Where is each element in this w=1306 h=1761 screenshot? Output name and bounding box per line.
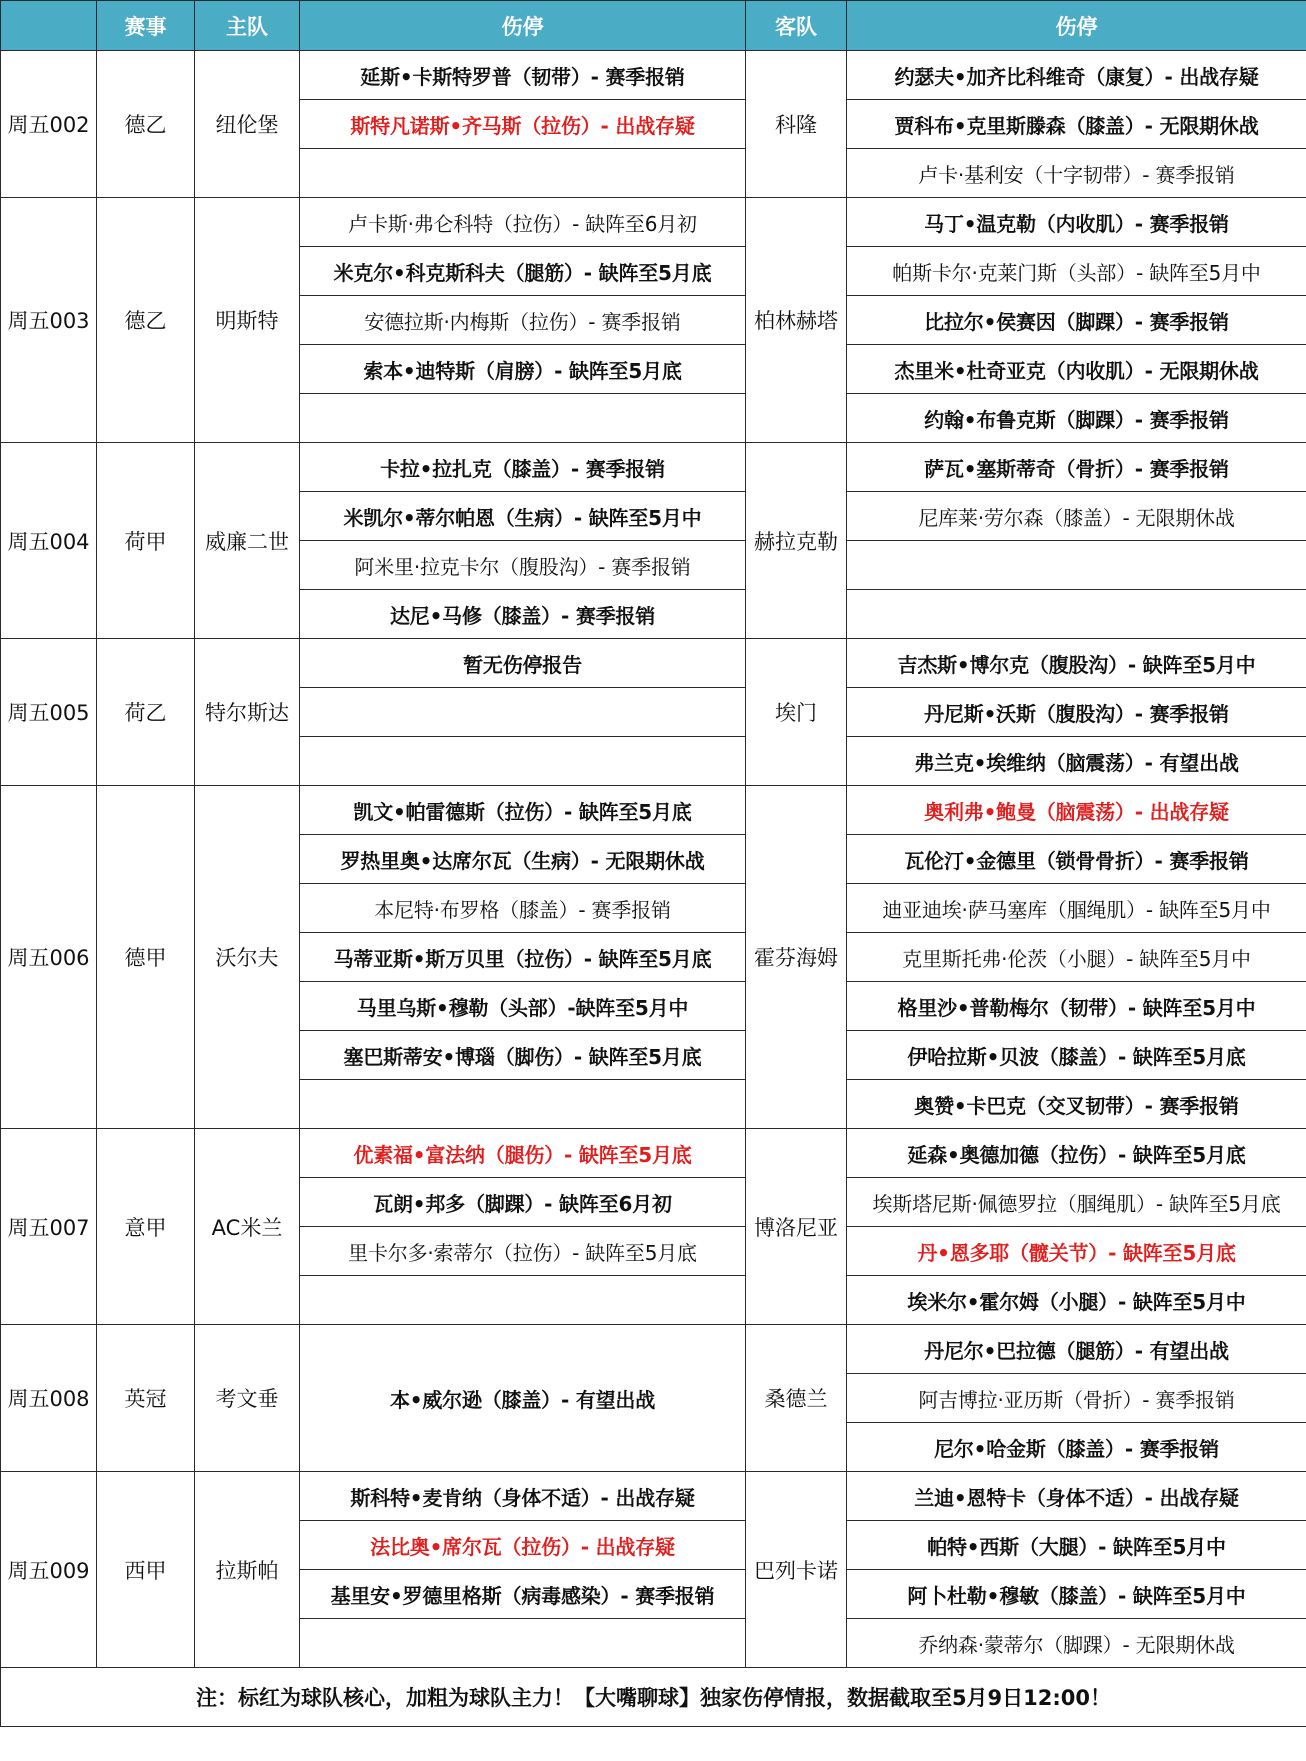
away-team-cell: 桑德兰 (746, 1325, 847, 1472)
home-injury-cell (300, 1080, 746, 1129)
home-injury-cell: 法比奥•席尔瓦（拉伤）- 出战存疑 (300, 1521, 746, 1570)
home-injury-cell: 阿米里·拉克卡尔（腹股沟）- 赛季报销 (300, 541, 746, 590)
away-injury-cell: 卢卡·基利安（十字韧带）- 赛季报销 (847, 149, 1306, 198)
away-injury-cell: 奥赞•卡巴克（交叉韧带）- 赛季报销 (847, 1080, 1306, 1129)
home-injury-cell: 暂无伤停报告 (300, 639, 746, 688)
away-injury-cell: 延森•奥德加德（拉伤）- 缺阵至5月底 (847, 1129, 1306, 1178)
home-injury-cell: 塞巴斯蒂安•博瑙（脚伤）- 缺阵至5月底 (300, 1031, 746, 1080)
away-team-cell: 科隆 (746, 51, 847, 198)
league-cell: 荷甲 (97, 443, 195, 639)
table-row (1, 1472, 1306, 1521)
table-row (1, 786, 1306, 835)
header-away-team: 客队 (746, 1, 847, 51)
away-injury-cell: 克里斯托弗·伦茨（小腿）- 缺阵至5月中 (847, 933, 1306, 982)
home-team-cell: 纽伦堡 (195, 51, 300, 198)
away-injury-cell: 伊哈拉斯•贝波（膝盖）- 缺阵至5月底 (847, 1031, 1306, 1080)
away-injury-cell: 阿卜杜勒•穆敏（膝盖）- 缺阵至5月中 (847, 1570, 1306, 1619)
league-cell: 西甲 (97, 1472, 195, 1668)
match-id-cell: 周五005 (1, 639, 97, 786)
home-injury-cell: 斯特凡诺斯•齐马斯（拉伤）- 出战存疑 (300, 100, 746, 149)
away-injury-cell (847, 541, 1306, 590)
home-injury-cell: 米克尔•科克斯科夫（腿筋）- 缺阵至5月底 (300, 247, 746, 296)
away-injury-cell: 尼尔•哈金斯（膝盖）- 赛季报销 (847, 1423, 1306, 1472)
away-team-cell: 埃门 (746, 639, 847, 786)
league-cell: 德乙 (97, 51, 195, 198)
league-cell: 英冠 (97, 1325, 195, 1472)
away-team-cell: 霍芬海姆 (746, 786, 847, 1129)
match-id-cell: 周五009 (1, 1472, 97, 1668)
away-team-cell: 博洛尼亚 (746, 1129, 847, 1325)
home-injury-cell: 安德拉斯·内梅斯（拉伤）- 赛季报销 (300, 296, 746, 345)
home-injury-cell: 马里乌斯•穆勒（头部）-缺阵至5月中 (300, 982, 746, 1031)
away-injury-cell: 比拉尔•侯赛因（脚踝）- 赛季报销 (847, 296, 1306, 345)
home-injury-cell: 斯科特•麦肯纳（身体不适）- 出战存疑 (300, 1472, 746, 1521)
league-cell: 德乙 (97, 198, 195, 443)
home-team-cell: 威廉二世 (195, 443, 300, 639)
home-injury-cell: 卡拉•拉扎克（膝盖）- 赛季报销 (300, 443, 746, 492)
away-injury-cell: 萨瓦•塞斯蒂奇（骨折）- 赛季报销 (847, 443, 1306, 492)
home-injury-cell: 瓦朗•邦多（脚踝）- 缺阵至6月初 (300, 1178, 746, 1227)
home-team-cell: 明斯特 (195, 198, 300, 443)
header-row (1, 1, 1306, 51)
away-injury-cell: 乔纳森·蒙蒂尔（脚踝）- 无限期休战 (847, 1619, 1306, 1668)
home-team-cell: 特尔斯达 (195, 639, 300, 786)
away-injury-cell: 吉杰斯•博尔克（腹股沟）- 缺阵至5月中 (847, 639, 1306, 688)
header-match-id (1, 1, 97, 51)
away-injury-cell: 帕斯卡尔·克莱门斯（头部）- 缺阵至5月中 (847, 247, 1306, 296)
footer-note: 注：标红为球队核心，加粗为球队主力！【大嘴聊球】独家伤停情报，数据截取至5月9日12:00！ (1, 1668, 1306, 1727)
home-injury-cell (300, 737, 746, 786)
away-injury-cell: 帕特•西斯（大腿）- 缺阵至5月中 (847, 1521, 1306, 1570)
away-injury-cell: 丹尼尔•巴拉德（腿筋）- 有望出战 (847, 1325, 1306, 1374)
away-team-cell: 柏林赫塔 (746, 198, 847, 443)
away-injury-cell: 丹尼斯•沃斯（腹股沟）- 赛季报销 (847, 688, 1306, 737)
match-id-cell: 周五007 (1, 1129, 97, 1325)
away-injury-cell: 瓦伦汀•金德里（锁骨骨折）- 赛季报销 (847, 835, 1306, 884)
home-injury-cell (300, 149, 746, 198)
home-injury-cell (300, 1619, 746, 1668)
table-row (1, 51, 1306, 100)
home-team-cell: 考文垂 (195, 1325, 300, 1472)
header-league: 赛事 (97, 1, 195, 51)
away-injury-cell: 杰里米•杜奇亚克（内收肌）- 无限期休战 (847, 345, 1306, 394)
league-cell: 荷乙 (97, 639, 195, 786)
away-injury-cell: 迪亚迪埃·萨马塞库（腘绳肌）- 缺阵至5月中 (847, 884, 1306, 933)
home-injury-cell: 本尼特·布罗格（膝盖）- 赛季报销 (300, 884, 746, 933)
match-id-cell: 周五002 (1, 51, 97, 198)
footer-row (1, 1668, 1306, 1727)
away-injury-cell: 贾科布•克里斯滕森（膝盖）- 无限期休战 (847, 100, 1306, 149)
home-injury-cell: 基里安•罗德里格斯（病毒感染）- 赛季报销 (300, 1570, 746, 1619)
league-cell: 德甲 (97, 786, 195, 1129)
home-injury-cell: 索本•迪特斯（肩膀）- 缺阵至5月底 (300, 345, 746, 394)
table-row (1, 1325, 1306, 1374)
away-injury-cell: 埃米尔•霍尔姆（小腿）- 缺阵至5月中 (847, 1276, 1306, 1325)
home-injury-cell (300, 1276, 746, 1325)
home-injury-cell: 凯文•帕雷德斯（拉伤）- 缺阵至5月底 (300, 786, 746, 835)
away-injury-cell: 奥利弗•鲍曼（脑震荡）- 出战存疑 (847, 786, 1306, 835)
away-injury-cell: 尼库莱·劳尔森（膝盖）- 无限期休战 (847, 492, 1306, 541)
away-injury-cell: 埃斯塔尼斯·佩德罗拉（腘绳肌）- 缺阵至5月底 (847, 1178, 1306, 1227)
away-injury-cell: 格里沙•普勒梅尔（韧带）- 缺阵至5月中 (847, 982, 1306, 1031)
match-id-cell: 周五004 (1, 443, 97, 639)
away-team-cell: 赫拉克勒 (746, 443, 847, 639)
table-body (1, 51, 1306, 1668)
away-injury-cell: 弗兰克•埃维纳（脑震荡）- 有望出战 (847, 737, 1306, 786)
table-row (1, 198, 1306, 247)
league-cell: 意甲 (97, 1129, 195, 1325)
table-row (1, 443, 1306, 492)
home-injury-cell: 米凯尔•蒂尔帕恩（生病）- 缺阵至5月中 (300, 492, 746, 541)
home-team-cell: AC米兰 (195, 1129, 300, 1325)
home-injury-cell (300, 688, 746, 737)
home-injury-cell: 达尼•马修（膝盖）- 赛季报销 (300, 590, 746, 639)
table-row (1, 639, 1306, 688)
match-id-cell: 周五003 (1, 198, 97, 443)
away-injury-cell: 约翰•布鲁克斯（脚踝）- 赛季报销 (847, 394, 1306, 443)
home-injury-cell: 优素福•富法纳（腿伤）- 缺阵至5月底 (300, 1129, 746, 1178)
home-team-cell: 沃尔夫 (195, 786, 300, 1129)
header-home-injuries: 伤停 (300, 1, 746, 51)
away-injury-cell: 马丁•温克勒（内收肌）- 赛季报销 (847, 198, 1306, 247)
away-team-cell: 巴列卡诺 (746, 1472, 847, 1668)
away-injury-cell (847, 590, 1306, 639)
match-id-cell: 周五006 (1, 786, 97, 1129)
away-injury-cell: 丹•恩多耶（髋关节）- 缺阵至5月底 (847, 1227, 1306, 1276)
away-injury-cell: 约瑟夫•加齐比科维奇（康复）- 出战存疑 (847, 51, 1306, 100)
header-away-injuries: 伤停 (847, 1, 1306, 51)
home-injury-cell: 里卡尔多·索蒂尔（拉伤）- 缺阵至5月底 (300, 1227, 746, 1276)
home-injury-cell (300, 394, 746, 443)
home-team-cell: 拉斯帕 (195, 1472, 300, 1668)
home-injury-cell: 马蒂亚斯•斯万贝里（拉伤）- 缺阵至5月底 (300, 933, 746, 982)
home-injury-cell: 本•威尔逊（膝盖）- 有望出战 (300, 1325, 746, 1472)
away-injury-cell: 阿吉博拉·亚历斯（骨折）- 赛季报销 (847, 1374, 1306, 1423)
home-injury-cell: 卢卡斯·弗仑科特（拉伤）- 缺阵至6月初 (300, 198, 746, 247)
home-injury-cell: 罗热里奥•达席尔瓦（生病）- 无限期休战 (300, 835, 746, 884)
header-home-team: 主队 (195, 1, 300, 51)
match-id-cell: 周五008 (1, 1325, 97, 1472)
table-row (1, 1129, 1306, 1178)
away-injury-cell: 兰迪•恩特卡（身体不适）- 出战存疑 (847, 1472, 1306, 1521)
home-injury-cell: 延斯•卡斯特罗普（韧带）- 赛季报销 (300, 51, 746, 100)
